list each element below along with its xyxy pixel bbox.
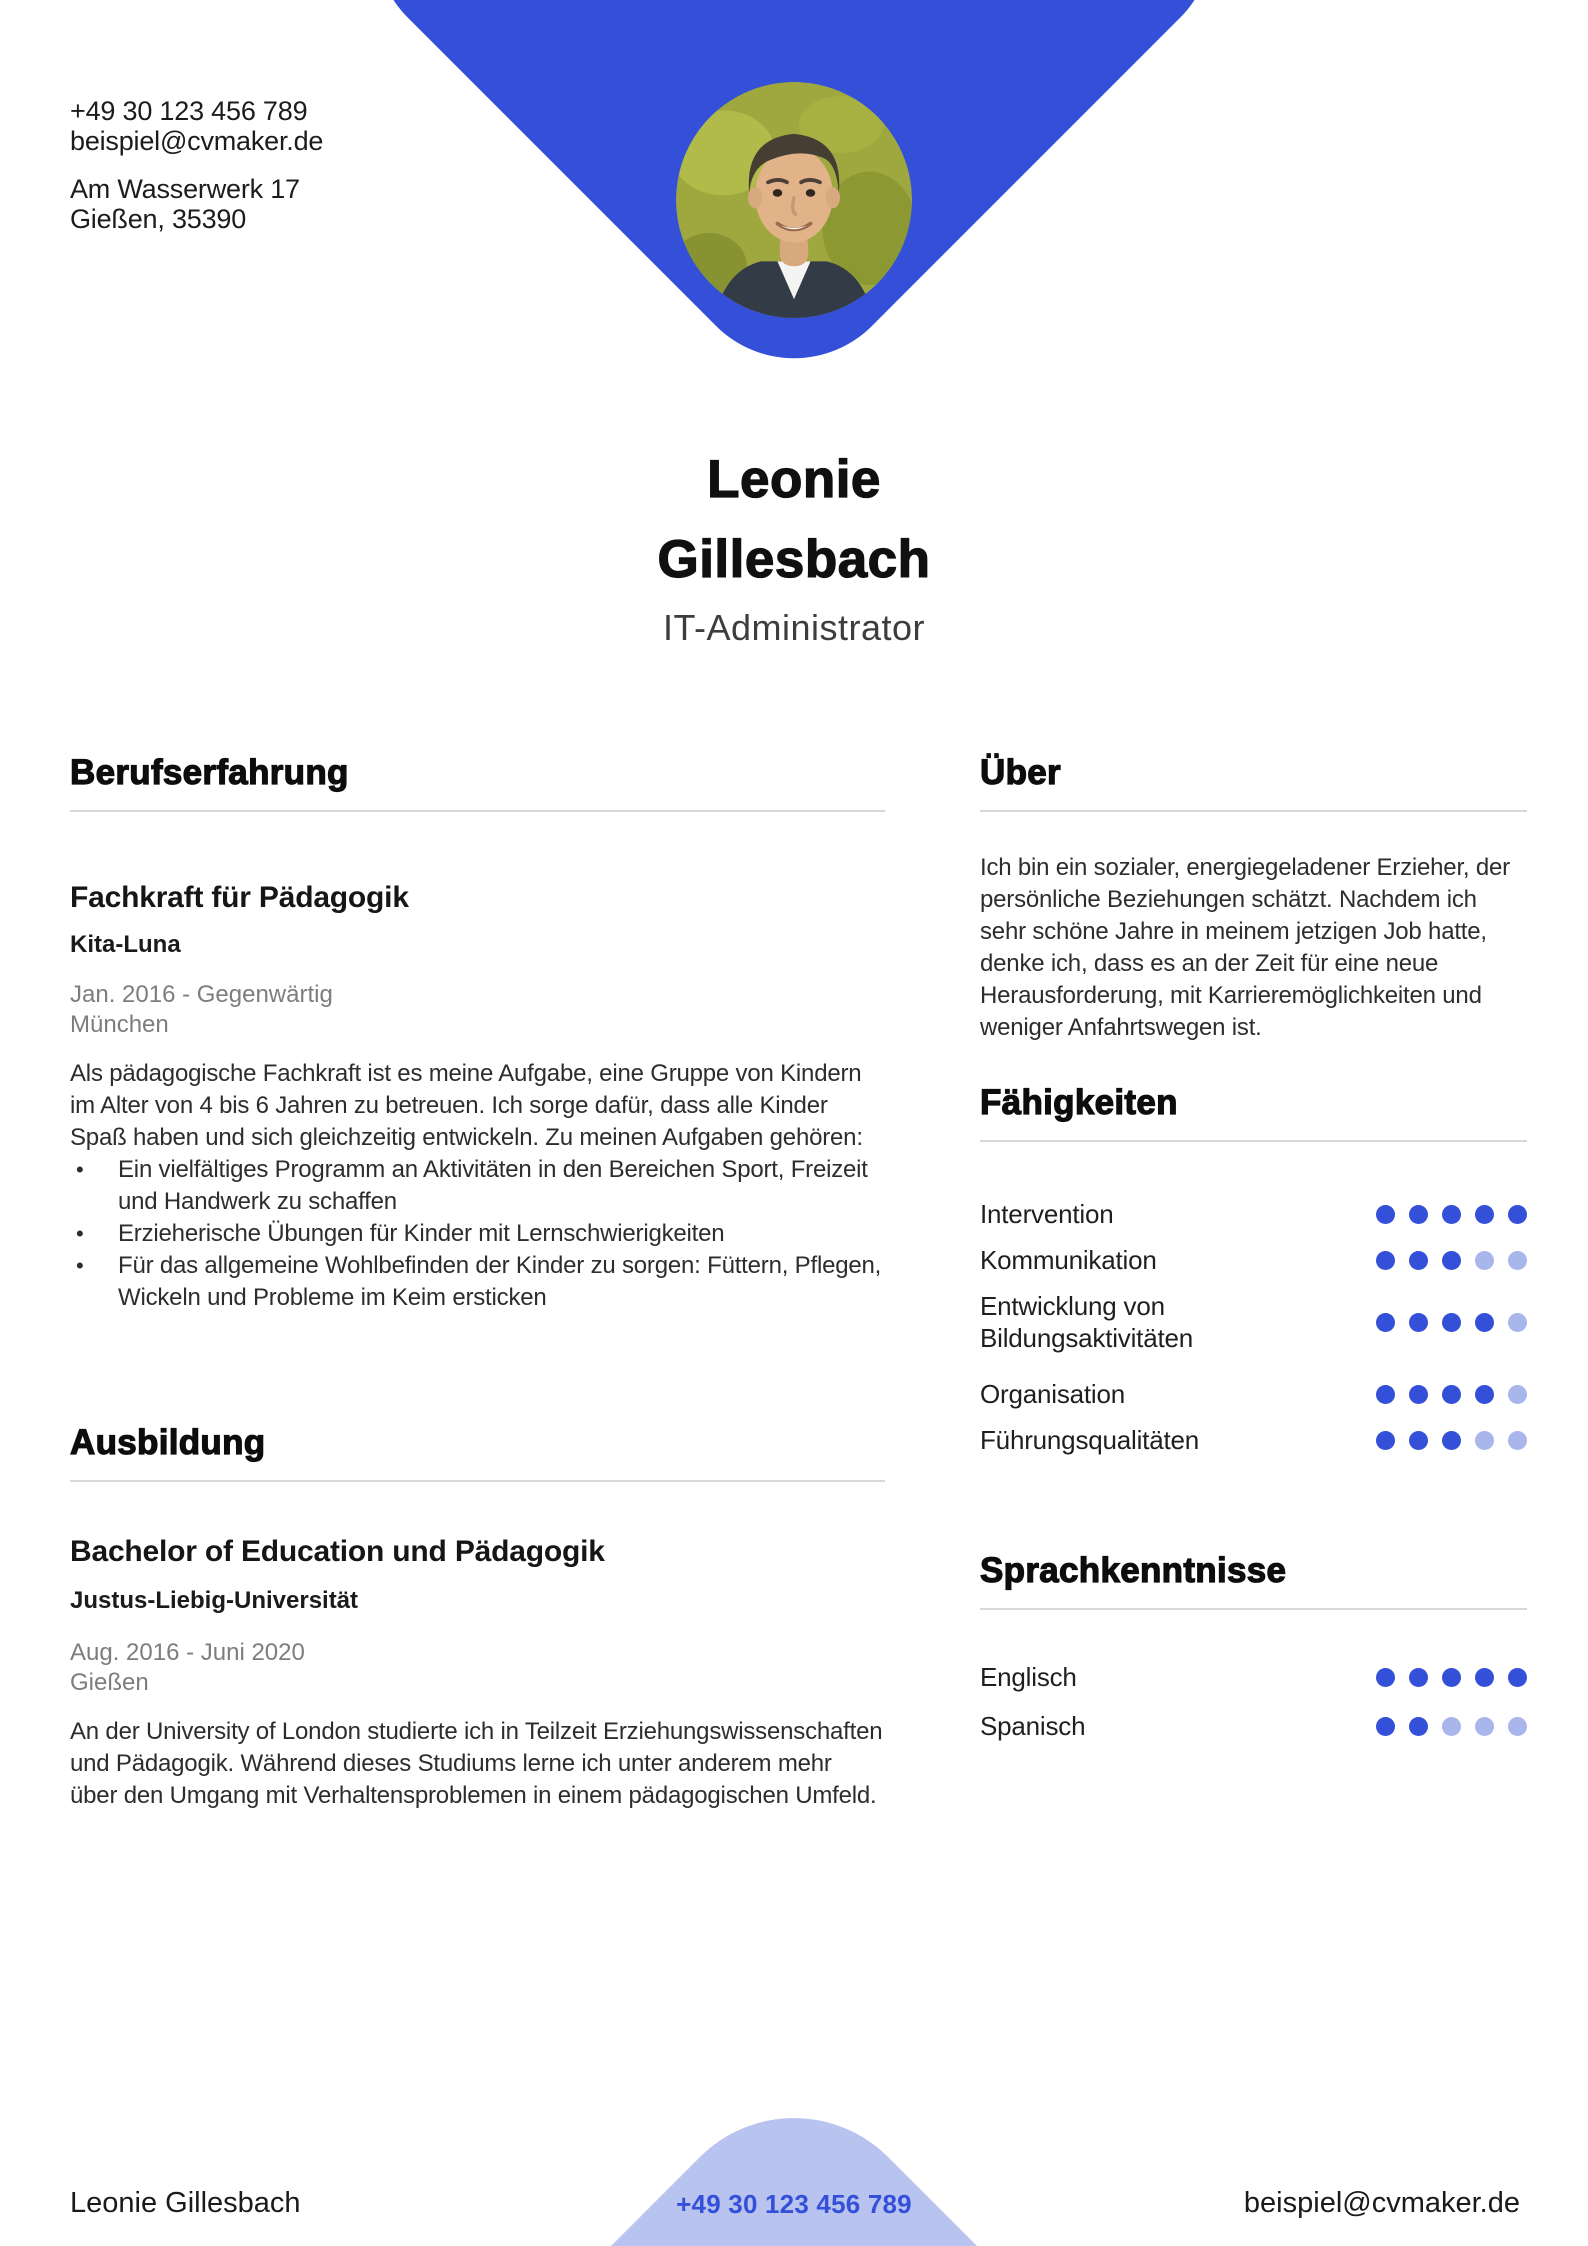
skill-row [980,1378,1527,1410]
skill-row [980,1198,1527,1230]
rating-dot-empty [1508,1385,1527,1404]
experience-role: Fachkraft für Pädagogik [70,881,409,914]
rating-dot-filled [1442,1431,1461,1450]
section-divider [980,1608,1527,1610]
rating-dot-filled [1376,1385,1395,1404]
education-location: Gießen [70,1669,149,1696]
last-name: Gillesbach [657,530,931,589]
skill-row [980,1244,1527,1276]
rating-dot-filled [1409,1251,1428,1270]
rating-dot-filled [1376,1431,1395,1450]
rating-dot-filled [1409,1431,1428,1450]
section-experience [70,752,885,1314]
rating-dot-filled [1442,1313,1461,1332]
rating-dot-filled [1376,1205,1395,1224]
skill-label: Organisation [980,1379,1126,1409]
education-meta [70,1638,885,1698]
rating-dot-empty [1508,1251,1527,1270]
experience-description [70,1058,885,1314]
rating-dot-filled [1475,1205,1494,1224]
experience-meta [70,980,885,1040]
education-title: Ausbildung [70,1423,266,1462]
rating-dot-empty [1508,1717,1527,1736]
rating-dot-filled [1409,1668,1428,1687]
rating-dot-filled [1376,1717,1395,1736]
skill-dots [1376,1385,1527,1404]
languages-list [980,1661,1527,1742]
language-label: Spanisch [980,1711,1086,1741]
skill-label: Kommunikation [980,1245,1157,1275]
education-degree: Bachelor of Education und Pädagogik [70,1535,605,1568]
language-dots [1376,1717,1527,1736]
experience-bullet-list [70,1154,885,1314]
rating-dot-empty [1508,1431,1527,1450]
rating-dot-filled [1475,1313,1494,1332]
rating-dot-filled [1376,1313,1395,1332]
rating-dot-filled [1409,1385,1428,1404]
footer-email: beispiel@cvmaker.de [1243,2187,1520,2219]
rating-dot-empty [1508,1313,1527,1332]
section-divider [980,1140,1527,1142]
contact-address-line2: Gießen, 35390 [70,204,247,234]
experience-period: Jan. 2016 - Gegenwärtig [70,981,333,1008]
skill-dots [1376,1313,1527,1332]
rating-dot-filled [1376,1251,1395,1270]
contact-email: beispiel@cvmaker.de [70,126,324,156]
profile-photo [676,82,912,318]
rating-dot-filled [1409,1205,1428,1224]
skills-title: Fähigkeiten [980,1083,1178,1122]
experience-intro: Als pädagogische Fachkraft ist es meine Aufgabe, eine Gruppe von Kindern im Alter von 4 bis 6 Jahren zu betreuen. Ich sorge dafür, dass alle Kinder Spaß haben und sich gleichzeitig entwickeln. Zu meinen Aufgaben gehören: [70,1060,863,1151]
name-block [0,440,1588,650]
section-divider [980,810,1527,812]
first-name: Leonie [707,450,881,509]
footer-phone: +49 30 123 456 789 [676,2189,912,2219]
rating-dot-filled [1475,1385,1494,1404]
education-entry [70,1532,885,1812]
experience-entry [70,878,885,1314]
rating-dot-filled [1409,1717,1428,1736]
section-languages [980,1550,1527,1759]
rating-dot-filled [1442,1205,1461,1224]
languages-title: Sprachkenntnisse [980,1551,1287,1590]
experience-bullet: • Für das allgemeine Wohlbefinden der Kinder zu sorgen: Füttern, Pflegen, Wickeln und Probleme im Keim ersticken [70,1250,885,1314]
experience-location: München [70,1011,169,1038]
skill-dots [1376,1431,1527,1450]
skill-row [980,1424,1527,1456]
skill-label: Entwicklung von Bildungsaktivitäten [980,1291,1193,1353]
experience-title: Berufserfahrung [70,753,349,792]
rating-dot-filled [1508,1205,1527,1224]
education-description [70,1716,885,1812]
section-divider [70,810,885,812]
skills-list [980,1198,1527,1456]
rating-dot-filled [1442,1668,1461,1687]
experience-company: Kita-Luna [70,931,181,958]
skill-label: Führungsqualitäten [980,1425,1199,1455]
rating-dot-filled [1508,1668,1527,1687]
language-row [980,1710,1527,1742]
education-school: Justus-Liebig-Universität [70,1587,359,1614]
language-dots [1376,1668,1527,1687]
skill-row [980,1290,1527,1354]
rating-dot-filled [1376,1668,1395,1687]
skill-label: Intervention [980,1199,1114,1229]
profile-photo-illustration [676,82,912,318]
education-text: An der University of London studierte ich in Teilzeit Erziehungswissenschaften und Pädagogik. Während dieses Studiums lerne ich unter anderem mehr über den Umgang mit Verhaltensproblemen in einem pädagogischen Umfeld. [70,1718,883,1809]
section-divider [70,1480,885,1482]
section-education [70,1422,885,1812]
experience-bullet: • Erzieherische Übungen für Kinder mit Lernschwierigkeiten [70,1218,885,1250]
contact-spacer [70,156,323,174]
contact-block [70,96,323,234]
section-skills [980,1082,1527,1470]
experience-bullet: • Ein vielfältiges Programm an Aktivitäten in den Bereichen Sport, Freizeit und Handwerk zu schaffen [70,1154,885,1218]
rating-dot-empty [1475,1717,1494,1736]
contact-address-line1: Am Wasserwerk 17 [70,174,300,204]
rating-dot-filled [1475,1668,1494,1687]
rating-dot-filled [1442,1385,1461,1404]
skill-dots [1376,1251,1527,1270]
rating-dot-empty [1475,1251,1494,1270]
skill-dots [1376,1205,1527,1224]
rating-dot-filled [1442,1251,1461,1270]
footer-name: Leonie Gillesbach [70,2187,301,2219]
contact-phone: +49 30 123 456 789 [70,96,308,126]
rating-dot-filled [1409,1313,1428,1332]
education-period: Aug. 2016 - Juni 2020 [70,1639,305,1666]
section-about [980,752,1527,1044]
language-row [980,1661,1527,1693]
about-title: Über [980,753,1061,792]
about-text: Ich bin ein sozialer, energiegeladener Erzieher, der persönliche Beziehungen schätzt. Nachdem ich sehr schöne Jahre in meinem jetzigen Job hatte, denke ich, dass es an der Zeit für eine neue Herausforderung, mit Karrieremöglichkeiten und weniger Anfahrtswegen ist. [980,854,1510,1041]
job-title: IT-Administrator [662,607,926,648]
language-label: Englisch [980,1662,1077,1692]
rating-dot-empty [1442,1717,1461,1736]
rating-dot-empty [1475,1431,1494,1450]
